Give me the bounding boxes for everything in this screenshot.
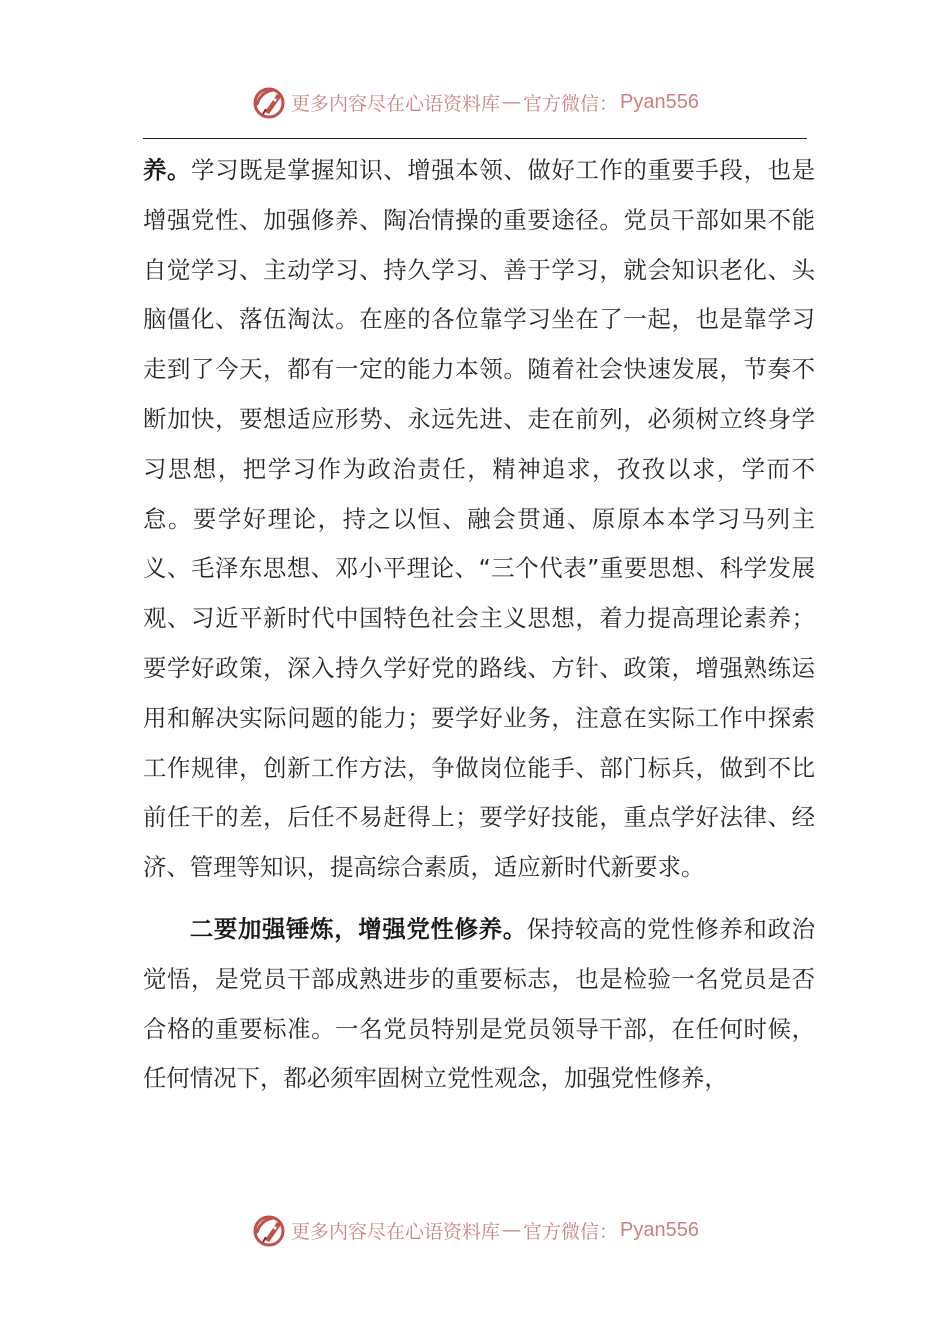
document-body bbox=[143, 146, 815, 1104]
footer-wechat-label: 官方微信： bbox=[523, 1220, 619, 1243]
header-banner bbox=[0, 80, 950, 124]
header-divider bbox=[143, 138, 807, 139]
header-separator: — bbox=[502, 91, 522, 113]
paragraph-2-text: 保持较高的党性修养和政治觉悟，是党员干部成熟进步的重要标志，也是检验一名党员是否合格的重要标准。一名党员特别是党员领导干部，在任何时候，任何情况下，都必须牢固树立党性观念，加强党性修养， bbox=[143, 914, 815, 1093]
footer-site-text: 更多内容尽在心语资料库 bbox=[291, 1220, 501, 1243]
header-wechat-label: 官方微信： bbox=[523, 92, 619, 115]
header-wechat-id: Pyan556 bbox=[620, 90, 699, 113]
footer-wechat-id: Pyan556 bbox=[620, 1218, 699, 1241]
paragraph-1-text: 学习既是掌握知识、增强本领、做好工作的重要手段，也是增强党性、加强修养、陶冶情操的重要途径。党员干部如果不能自觉学习、主动学习、持久学习、善于学习，就会知识老化、头脑僵化、落伍淘汰。在座的各位靠学习坐在了一起，也是靠学习走到了今天，都有一定的能力本领。随着社会快速发展，节奏不断加快，要想适应形势、永远先进、走在前列，必须树立终身学习思想，把学习作为政治责任，精神追求，孜孜以求，学而不怠。要学好理论，持之以恒、融会贯通、原原本本学习马列主义、毛泽东思想、邓小平理论、“三个代表”重要思想、科学发展观、习近平新时代中国特色社会主义思想，着力提高理论素养；要学好政策，深入持久学好党的路线、方针、政策，增强熟练运用和解决实际问题的能力；要学好业务，注意在实际工作中探索工作规律，创新工作方法，争做岗位能手、部门标兵，做到不比前任干的差，后任不易赶得上；要学好技能，重点学好法律、经济、管理等知识，提高综合素质，适应新时代新要求。 bbox=[143, 156, 815, 882]
pen-nib-circle-icon bbox=[251, 84, 287, 120]
paragraph-1-lead: 养。 bbox=[143, 156, 192, 184]
paragraph-2-heading: 二要加强锤炼，增强党性修养。 bbox=[189, 914, 527, 943]
pen-nib-circle-icon bbox=[251, 1212, 287, 1248]
paragraph-2 bbox=[143, 905, 815, 1104]
header-site-text: 更多内容尽在心语资料库 bbox=[291, 92, 501, 115]
paragraph-1 bbox=[143, 146, 815, 893]
footer-separator: — bbox=[502, 1219, 522, 1241]
footer-banner bbox=[0, 1208, 950, 1252]
